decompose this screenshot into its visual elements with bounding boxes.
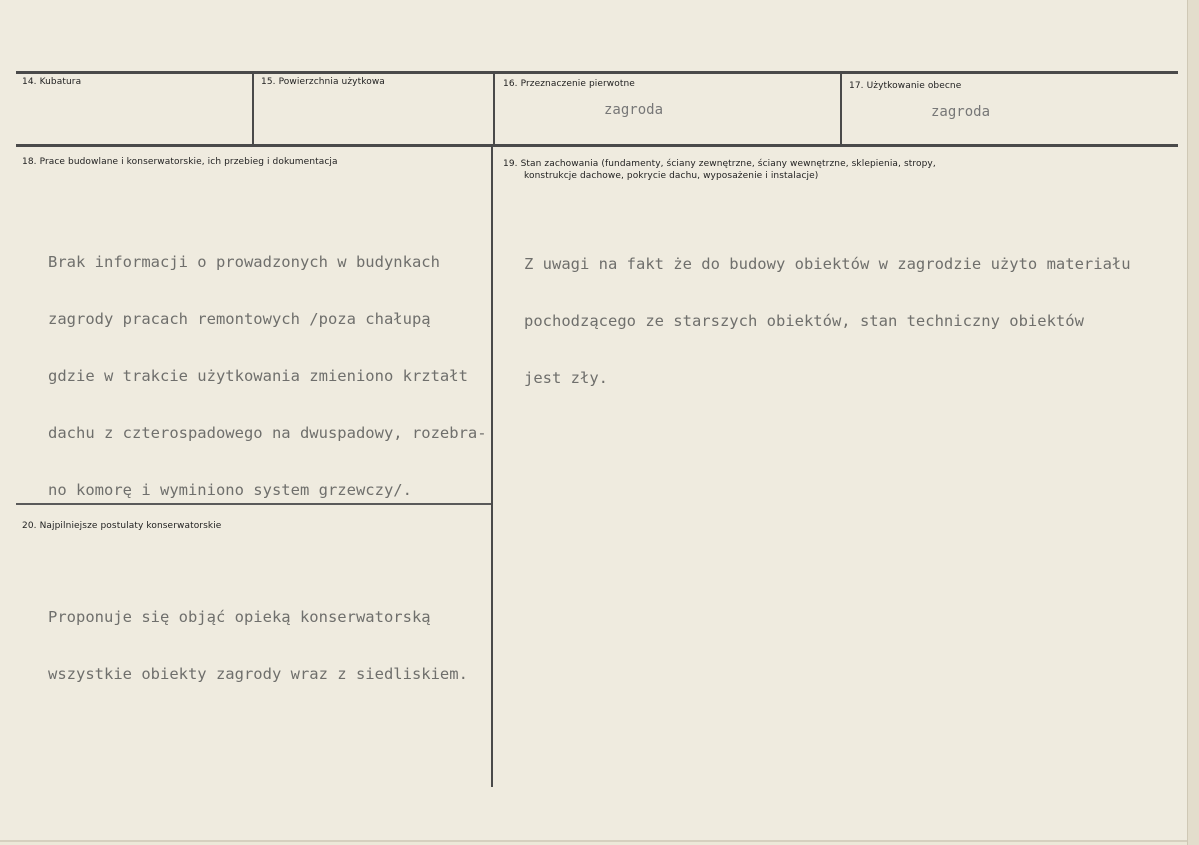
divider-15-16 <box>493 73 495 144</box>
paper-edge <box>1187 0 1199 845</box>
divider-16-17 <box>840 73 842 144</box>
field-17-value: zagroda <box>931 104 991 120</box>
field-18-line: no komorę i wyminiono system grzewczy/. <box>48 481 412 499</box>
field-19-label-line2: konstrukcje dachowe, pokrycie dachu, wyposażenie i instalacje) <box>524 171 819 181</box>
field-20-text <box>48 570 468 722</box>
field-18-line: Brak informacji o prowadzonych w budynkach <box>48 253 440 271</box>
field-18-line: dachu z czterospadowego na dwuspadowy, rozebra- <box>48 424 487 442</box>
field-20-line: Proponuje się objąć opieką konserwatorską <box>48 608 431 626</box>
field-19-line: jest zły. <box>524 369 608 387</box>
field-20-line: wszystkie obiekty zagrody wraz z siedliskiem. <box>48 665 468 683</box>
divider-main <box>491 147 493 787</box>
top-rule <box>16 71 1178 74</box>
field-18-line: zagrody pracach remontowych /poza chałupą <box>48 310 431 328</box>
field-19-label-line1: 19. Stan zachowania (fundamenty, ściany zewnętrzne, ściany wewnętrzne, sklepienia, stropy, <box>503 159 936 169</box>
field-19-label <box>503 158 936 182</box>
field-15-label: 15. Powierzchnia użytkowa <box>261 77 385 87</box>
field-19-text <box>524 217 1131 426</box>
field-19-line: Z uwagi na fakt że do budowy obiektów w zagrodzie użyto materiału <box>524 255 1131 273</box>
field-14-label: 14. Kubatura <box>22 77 82 87</box>
field-16-value: zagroda <box>604 102 664 118</box>
field-17-label: 17. Użytkowanie obecne <box>849 81 962 91</box>
row1-bottom-rule <box>16 144 1178 147</box>
field-18-text <box>48 215 487 538</box>
field-20-label: 20. Najpilniejsze postulaty konserwatorskie <box>22 521 222 531</box>
field-18-label: 18. Prace budowlane i konserwatorskie, ich przebieg i dokumentacja <box>22 157 338 167</box>
field-19-line: pochodzącego ze starszych obiektów, stan techniczny obiektów <box>524 312 1084 330</box>
field-18-line: gdzie w trakcie użytkowania zmieniono krztałt <box>48 367 468 385</box>
divider-14-15 <box>252 73 254 144</box>
field-16-label: 16. Przeznaczenie pierwotne <box>503 79 635 89</box>
